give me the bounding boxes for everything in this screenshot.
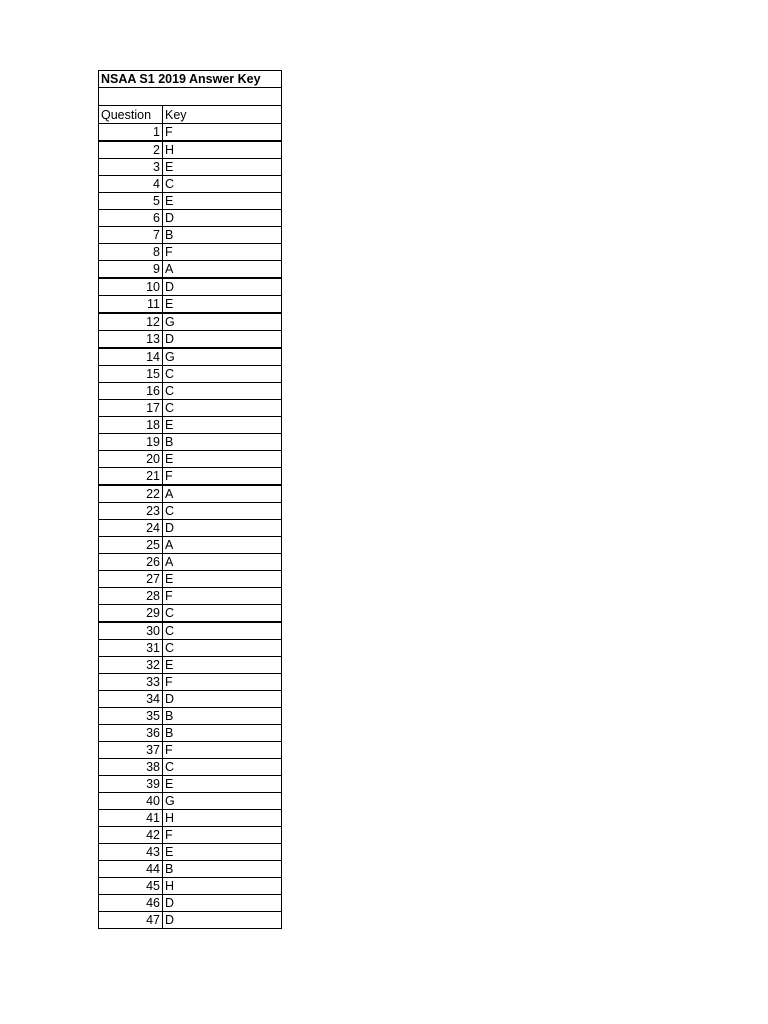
- question-number-cell: 37: [99, 742, 163, 759]
- question-number-cell: 12: [99, 313, 163, 331]
- answer-key-cell: D: [163, 331, 282, 349]
- question-number-cell: 5: [99, 193, 163, 210]
- table-row: [99, 571, 282, 588]
- question-number-cell: 45: [99, 878, 163, 895]
- answer-key-cell: B: [163, 725, 282, 742]
- answer-key-cell: F: [163, 742, 282, 759]
- key-column-header: Key: [163, 106, 282, 124]
- table-row: [99, 124, 282, 142]
- question-number-cell: 13: [99, 331, 163, 349]
- question-number-cell: 11: [99, 296, 163, 314]
- table-row: [99, 434, 282, 451]
- question-number-cell: 47: [99, 912, 163, 929]
- answer-key-cell: F: [163, 468, 282, 486]
- table-row: [99, 622, 282, 640]
- answer-key-cell: E: [163, 571, 282, 588]
- answer-key-cell: E: [163, 417, 282, 434]
- answer-key-cell: B: [163, 861, 282, 878]
- question-number-cell: 29: [99, 605, 163, 623]
- question-number-cell: 38: [99, 759, 163, 776]
- question-number-cell: 25: [99, 537, 163, 554]
- table-row: [99, 348, 282, 366]
- question-number-cell: 8: [99, 244, 163, 261]
- answer-key-cell: B: [163, 434, 282, 451]
- question-number-cell: 1: [99, 124, 163, 142]
- question-number-cell: 35: [99, 708, 163, 725]
- title-row: [99, 71, 282, 88]
- answer-key-cell: D: [163, 912, 282, 929]
- question-number-cell: 3: [99, 159, 163, 176]
- table-row: [99, 227, 282, 244]
- answer-key-cell: F: [163, 244, 282, 261]
- table-row: [99, 605, 282, 623]
- answer-key-cell: E: [163, 844, 282, 861]
- table-row: [99, 400, 282, 417]
- answer-key-cell: H: [163, 878, 282, 895]
- table-row: [99, 657, 282, 674]
- question-number-cell: 20: [99, 451, 163, 468]
- table-row: [99, 331, 282, 349]
- question-number-cell: 27: [99, 571, 163, 588]
- answer-key-cell: E: [163, 296, 282, 314]
- answer-key-cell: A: [163, 261, 282, 279]
- question-number-cell: 23: [99, 503, 163, 520]
- answer-key-cell: C: [163, 176, 282, 193]
- answer-key-cell: F: [163, 674, 282, 691]
- header-row: [99, 106, 282, 124]
- table-row: [99, 468, 282, 486]
- question-number-cell: 18: [99, 417, 163, 434]
- answer-key-cell: D: [163, 691, 282, 708]
- answer-key-cell: C: [163, 640, 282, 657]
- table-row: [99, 141, 282, 159]
- answer-key-cell: C: [163, 759, 282, 776]
- answer-key-cell: C: [163, 622, 282, 640]
- answer-key-cell: C: [163, 400, 282, 417]
- answer-key-cell: G: [163, 348, 282, 366]
- answer-key-cell: E: [163, 776, 282, 793]
- question-number-cell: 40: [99, 793, 163, 810]
- answer-key-sheet: [98, 70, 281, 929]
- question-number-cell: 14: [99, 348, 163, 366]
- table-row: [99, 537, 282, 554]
- answer-key-cell: C: [163, 605, 282, 623]
- question-number-cell: 30: [99, 622, 163, 640]
- question-number-cell: 17: [99, 400, 163, 417]
- table-row: [99, 296, 282, 314]
- table-row: [99, 451, 282, 468]
- question-number-cell: 9: [99, 261, 163, 279]
- question-number-cell: 31: [99, 640, 163, 657]
- table-row: [99, 861, 282, 878]
- table-row: [99, 554, 282, 571]
- table-row: [99, 417, 282, 434]
- table-row: [99, 742, 282, 759]
- question-number-cell: 4: [99, 176, 163, 193]
- answer-key-cell: H: [163, 810, 282, 827]
- table-row: [99, 210, 282, 227]
- table-row: [99, 793, 282, 810]
- table-row: [99, 503, 282, 520]
- table-row: [99, 878, 282, 895]
- table-row: [99, 244, 282, 261]
- question-number-cell: 15: [99, 366, 163, 383]
- question-number-cell: 33: [99, 674, 163, 691]
- table-row: [99, 278, 282, 296]
- question-number-cell: 21: [99, 468, 163, 486]
- table-row: [99, 810, 282, 827]
- answer-key-cell: G: [163, 313, 282, 331]
- question-number-cell: 46: [99, 895, 163, 912]
- table-row: [99, 640, 282, 657]
- question-number-cell: 26: [99, 554, 163, 571]
- table-row: [99, 895, 282, 912]
- answer-key-cell: E: [163, 193, 282, 210]
- table-row: [99, 366, 282, 383]
- answer-key-cell: C: [163, 503, 282, 520]
- table-row: [99, 674, 282, 691]
- table-row: [99, 313, 282, 331]
- question-number-cell: 43: [99, 844, 163, 861]
- answer-key-cell: F: [163, 588, 282, 605]
- spacer-row: [99, 88, 282, 106]
- answer-key-cell: E: [163, 451, 282, 468]
- question-number-cell: 32: [99, 657, 163, 674]
- table-row: [99, 176, 282, 193]
- table-row: [99, 159, 282, 176]
- table-row: [99, 912, 282, 929]
- question-number-cell: 28: [99, 588, 163, 605]
- table-row: [99, 759, 282, 776]
- table-row: [99, 193, 282, 210]
- table-title: NSAA S1 2019 Answer Key: [99, 71, 282, 88]
- answer-key-cell: D: [163, 520, 282, 537]
- answer-key-cell: G: [163, 793, 282, 810]
- answer-key-cell: A: [163, 485, 282, 503]
- table-row: [99, 725, 282, 742]
- question-number-cell: 24: [99, 520, 163, 537]
- question-number-cell: 10: [99, 278, 163, 296]
- answer-key-cell: C: [163, 366, 282, 383]
- question-number-cell: 44: [99, 861, 163, 878]
- question-number-cell: 36: [99, 725, 163, 742]
- answer-key-cell: D: [163, 895, 282, 912]
- answer-key-cell: D: [163, 278, 282, 296]
- table-row: [99, 844, 282, 861]
- question-number-cell: 7: [99, 227, 163, 244]
- question-number-cell: 19: [99, 434, 163, 451]
- question-number-cell: 22: [99, 485, 163, 503]
- table-row: [99, 485, 282, 503]
- answer-key-cell: A: [163, 554, 282, 571]
- answer-key-cell: B: [163, 227, 282, 244]
- table-row: [99, 691, 282, 708]
- table-row: [99, 383, 282, 400]
- table-row: [99, 261, 282, 279]
- answer-key-table: [98, 70, 282, 929]
- question-number-cell: 41: [99, 810, 163, 827]
- answer-key-cell: F: [163, 827, 282, 844]
- answer-key-cell: F: [163, 124, 282, 142]
- question-number-cell: 42: [99, 827, 163, 844]
- table-row: [99, 708, 282, 725]
- question-number-cell: 2: [99, 141, 163, 159]
- question-number-cell: 16: [99, 383, 163, 400]
- table-row: [99, 776, 282, 793]
- answer-key-cell: B: [163, 708, 282, 725]
- spacer-cell: [99, 88, 282, 106]
- question-column-header: Question: [99, 106, 163, 124]
- answer-key-cell: D: [163, 210, 282, 227]
- answer-key-cell: E: [163, 159, 282, 176]
- question-number-cell: 6: [99, 210, 163, 227]
- answer-key-cell: A: [163, 537, 282, 554]
- answer-key-table-body: [99, 71, 282, 929]
- answer-key-cell: E: [163, 657, 282, 674]
- table-row: [99, 588, 282, 605]
- answer-key-cell: H: [163, 141, 282, 159]
- question-number-cell: 39: [99, 776, 163, 793]
- question-number-cell: 34: [99, 691, 163, 708]
- table-row: [99, 827, 282, 844]
- answer-key-cell: C: [163, 383, 282, 400]
- table-row: [99, 520, 282, 537]
